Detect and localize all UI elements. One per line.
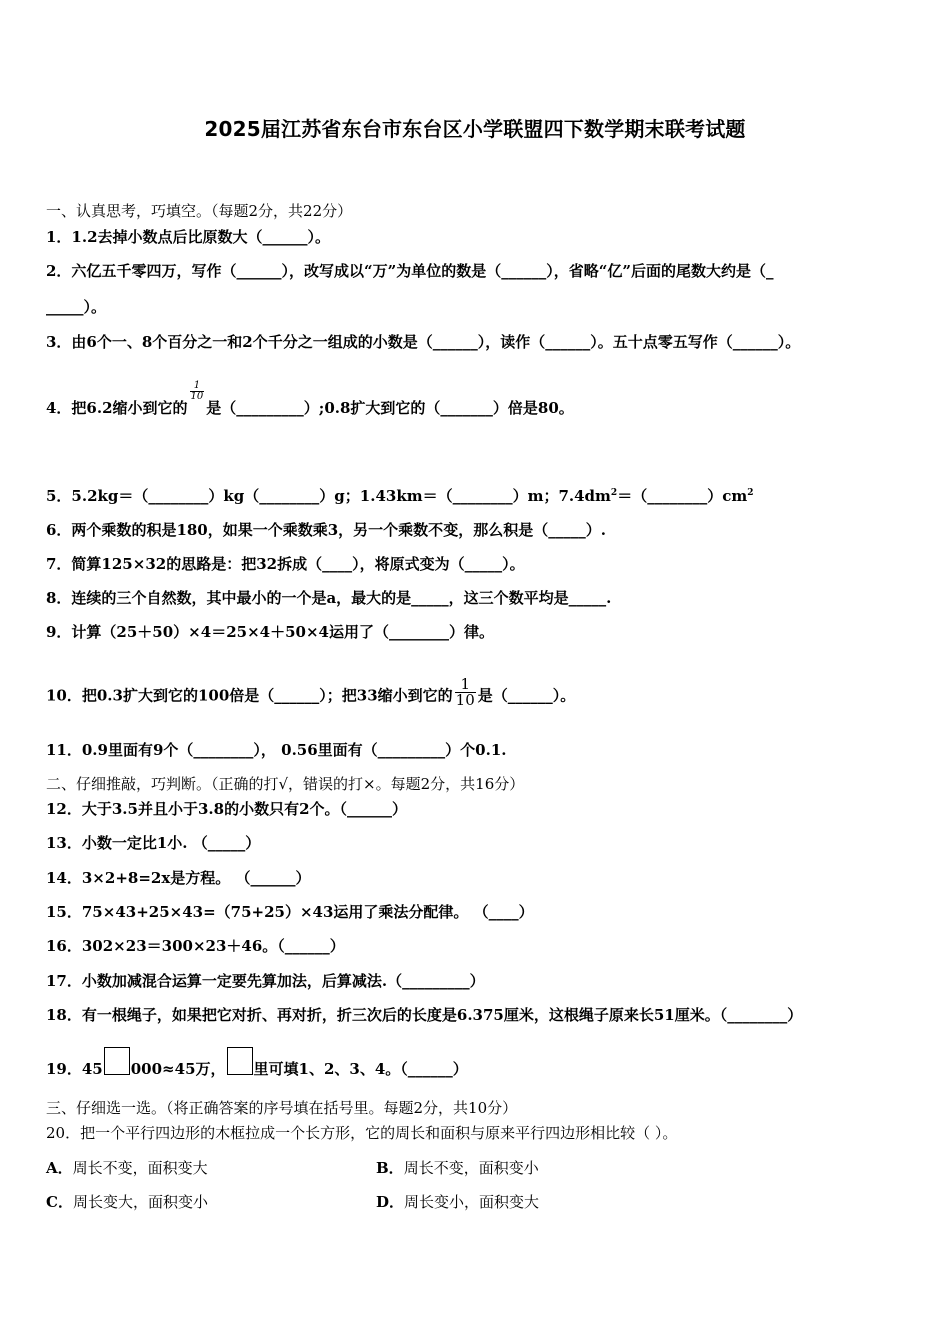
- question-14: 14．3×2+8=2x是方程。 （______）: [46, 869, 311, 887]
- option-letter: B．: [376, 1159, 404, 1177]
- fraction-denominator: 10: [190, 390, 204, 402]
- fraction-one-tenth: [190, 381, 205, 402]
- question-19: [46, 1051, 468, 1079]
- question-17: 17．小数加减混合运算一定要先算加法，后算减法.（_________）: [46, 972, 485, 990]
- question-4-part-b: 是（_________）;0.8扩大到它的（_______）倍是80。: [206, 399, 574, 417]
- question-1: 1．1.2去掉小数点后比原数大（______）。: [46, 228, 331, 246]
- question-10: [46, 675, 576, 712]
- fraction-numerator: 1: [193, 379, 201, 391]
- option-c[interactable]: [46, 1191, 208, 1212]
- question-10-part-b: 是（______）。: [477, 686, 576, 705]
- superscript: 2: [610, 488, 618, 498]
- option-text: 周长不变，面积变大: [72, 1159, 208, 1177]
- question-5-part-a: 5．5.2kg＝（________）kg（________）g；1.43km＝（________）m；7.4dm: [46, 487, 611, 505]
- fraction-denominator: 10: [455, 691, 475, 709]
- question-13: 13．小数一定比1小. （_____）: [46, 834, 261, 852]
- question-5: [46, 486, 753, 506]
- question-10-part-a: 10．把0.3扩大到它的100倍是（______）；把33缩小到它的: [46, 686, 453, 705]
- option-text: 周长变小，面积变大: [404, 1193, 540, 1211]
- question-15: 15．75×43+25×43=（75+25）×43运用了乘法分配律。 （____）: [46, 903, 534, 921]
- question-18: 18．有一根绳子，如果把它对折、再对折，折三次后的长度是6.375厘米，这根绳子原来长51厘米。（________）: [46, 1006, 803, 1024]
- question-4-part-a: 4．把6.2缩小到它的: [46, 399, 188, 417]
- question-16: 16．302×23＝300×23＋46。（______）: [46, 937, 345, 955]
- question-6: 6．两个乘数的积是180，如果一个乘数乘3，另一个乘数不变，那么积是（_____）.: [46, 521, 606, 539]
- superscript: 2: [747, 488, 754, 498]
- blank-box[interactable]: [104, 1047, 130, 1075]
- option-b[interactable]: [376, 1157, 539, 1178]
- option-letter: D．: [376, 1193, 405, 1211]
- question-2-line-2: _____）。: [46, 298, 107, 316]
- page-title: 2025届江苏省东台市东台区小学联盟四下数学期末联考试题: [204, 117, 746, 141]
- question-20: 20．把一个平行四边形的木框拉成一个长方形，它的周长和面积与原来平行四边形相比较（ ）。: [46, 1124, 678, 1142]
- question-5-part-b: ＝（________）cm: [617, 487, 748, 505]
- question-12: 12．大于3.5并且小于3.8的小数只有2个。（______）: [46, 800, 408, 818]
- option-letter: C．: [46, 1193, 73, 1211]
- section-3-heading: 三、仔细选一选。（将正确答案的序号填在括号里。每题2分，共10分）: [46, 1099, 518, 1117]
- question-4: [46, 379, 574, 420]
- fraction-numerator: 1: [460, 675, 470, 693]
- option-a[interactable]: [46, 1157, 208, 1178]
- option-text: 周长不变，面积变小: [403, 1159, 539, 1177]
- question-19-part-c: 里可填1、2、3、4。（______）: [253, 1060, 468, 1078]
- question-3: 3．由6个一、8个百分之一和2个千分之一组成的小数是（______），读作（______）。五十点零五写作（______）。: [46, 333, 801, 351]
- blank-box[interactable]: [227, 1047, 253, 1075]
- question-19-part-a: 19．45: [46, 1060, 103, 1078]
- question-19-part-b: 000≈45万，: [130, 1060, 226, 1078]
- option-letter: A．: [46, 1159, 73, 1177]
- section-1-heading: 一、认真思考，巧填空。（每题2分，共22分）: [46, 202, 353, 220]
- question-2-line-1: 2．六亿五千零四万，写作（______），改写成以“万”为单位的数是（______），省略“亿”后面的尾数大约是（_: [46, 262, 774, 280]
- question-11: 11．0.9里面有9个（________）， 0.56里面有（_________）个0.1.: [46, 741, 507, 759]
- option-text: 周长变大，面积变小: [72, 1193, 208, 1211]
- question-7: 7．简算125×32的思路是：把32拆成（____），将原式变为（_____）。: [46, 555, 525, 573]
- question-8: 8．连续的三个自然数，其中最小的一个是a，最大的是_____，这三个数平均是_____.: [46, 589, 612, 607]
- question-9: 9．计算（25＋50）×4＝25×4＋50×4运用了（________）律。: [46, 623, 494, 641]
- section-2-heading: 二、仔细推敲，巧判断。（正确的打√，错误的打×。每题2分，共16分）: [46, 775, 525, 793]
- fraction-one-tenth: [455, 677, 476, 708]
- option-d[interactable]: [376, 1191, 539, 1212]
